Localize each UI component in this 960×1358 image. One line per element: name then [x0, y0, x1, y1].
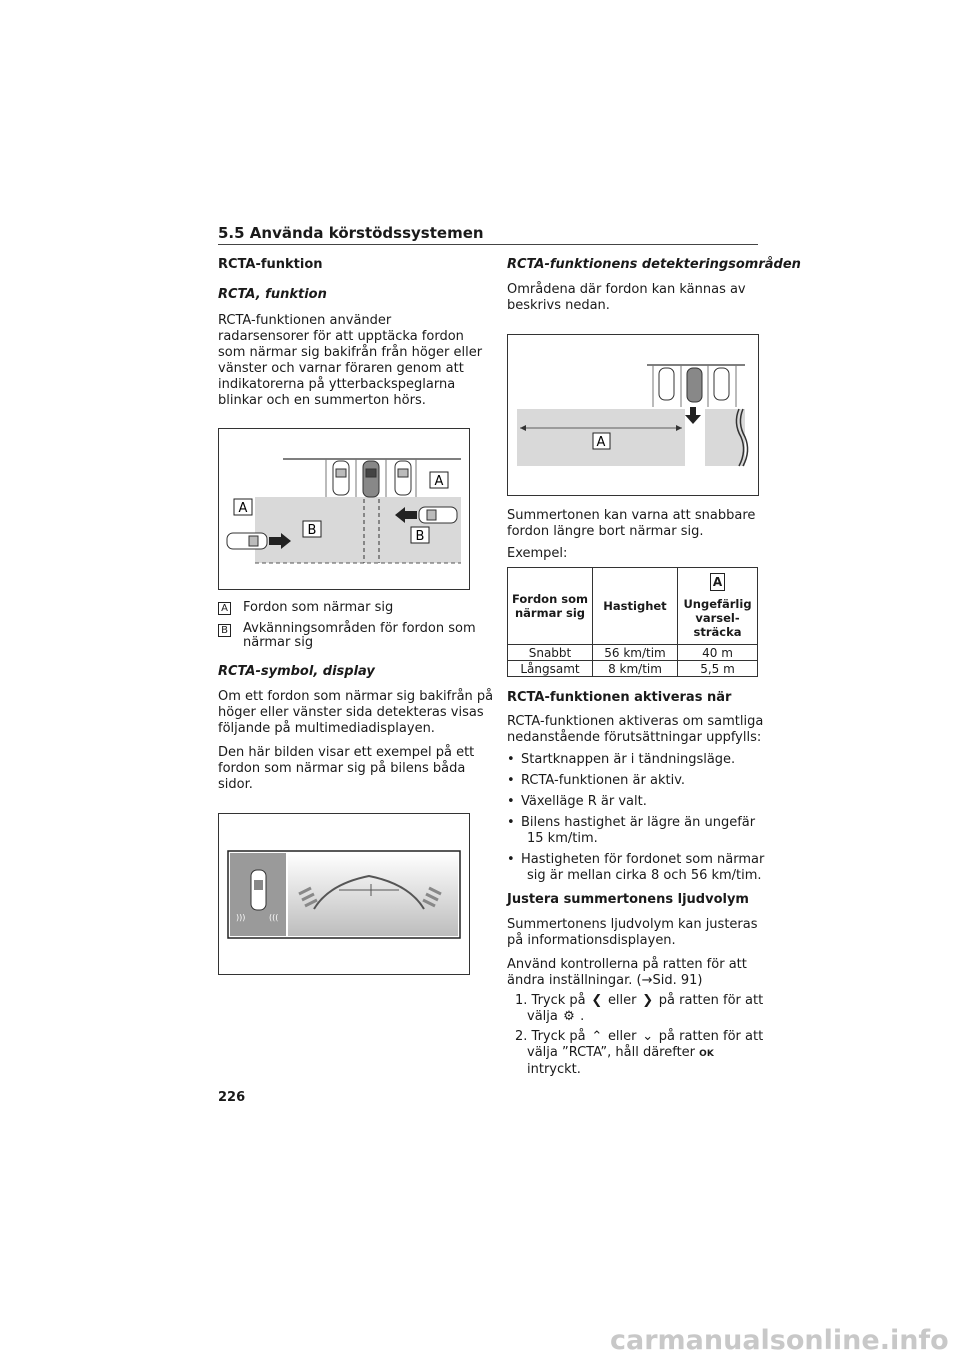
- bullet-item: • Hastigheten för fordonet som närmar sig är mellan cirka 8 och 56 km/tim.: [507, 852, 765, 883]
- parked-car-icon: [714, 368, 729, 400]
- table-cell: 5,5 m: [678, 661, 758, 677]
- legend-text: Fordon som närmar sig: [243, 600, 394, 615]
- text-line: intryckt.: [527, 1062, 581, 1077]
- legend-item-b: [218, 621, 476, 650]
- paragraph-buzzer: [507, 508, 755, 540]
- example-label: Exempel:: [507, 546, 568, 561]
- bullet-item: • Startknappen är i tändningsläge.: [507, 752, 736, 767]
- label-a-right: [430, 472, 448, 489]
- table-header-vehicle: Fordon som närmar sig: [508, 568, 593, 645]
- legend-text: Avkänningsområden för fordon som: [243, 621, 476, 636]
- intro-line: radarsensorer för att upptäcka fordon: [218, 329, 464, 344]
- bullet-item: • RCTA-funktionen är aktiv.: [507, 773, 686, 788]
- parked-car-icon: [395, 461, 411, 495]
- parked-car-icon: [659, 368, 674, 400]
- page-number: 226: [218, 1090, 246, 1105]
- paragraph-controls: [507, 957, 747, 989]
- table-cell: 8 km/tim: [593, 661, 678, 677]
- intro-paragraph: [218, 313, 482, 409]
- table-header-speed: Hastighet: [593, 568, 678, 645]
- arrow-down-icon: [685, 407, 701, 424]
- chevron-right-icon: ❯: [642, 993, 654, 1008]
- label-b-right: [411, 527, 429, 544]
- approaching-car-icon: [227, 533, 267, 549]
- chevron-down-icon: ⌄: [642, 1029, 654, 1044]
- heading-rcta-function: RCTA-funktion: [218, 257, 323, 272]
- sound-wave-right-icon: (((: [269, 913, 279, 922]
- intro-line: vänster och varnar föraren genom att: [218, 361, 464, 376]
- svg-text:B: B: [415, 529, 425, 544]
- text-line: Om ett fordon som närmar sig bakifrån på: [218, 689, 494, 704]
- table-row: [508, 645, 758, 661]
- text-line: ändra inställningar. (→Sid. 91): [507, 973, 703, 988]
- text-line: Områdena där fordon kan kännas av: [507, 282, 746, 297]
- approaching-car-icon: [419, 507, 457, 523]
- legend-item-a: [218, 600, 394, 616]
- table-cell: 40 m: [678, 645, 758, 661]
- gear-icon: ⚙: [563, 1009, 575, 1024]
- bullet-item: • Växelläge R är valt.: [507, 794, 647, 809]
- intro-line: indikatorerna på ytterbackspeglarna: [218, 377, 456, 392]
- text-line: Den här bilden visar ett exempel på ett: [218, 745, 475, 760]
- svg-text:B: B: [307, 523, 317, 538]
- paragraph-example: [218, 745, 474, 793]
- text-line: höger eller vänster sida detekteras visas: [218, 705, 484, 720]
- label-a: [593, 433, 610, 450]
- speed-table: [507, 567, 758, 677]
- step-1: 1. Tryck på ❮ eller ❯ på ratten för att välja ⚙ .: [515, 993, 764, 1024]
- svg-text:A: A: [434, 474, 444, 489]
- paragraph-display: [218, 689, 493, 737]
- paragraph-volume: [507, 917, 758, 949]
- section-rule: [218, 244, 758, 245]
- heading-activation: RCTA-funktionen aktiveras när: [507, 690, 732, 705]
- parked-car-icon: [363, 461, 379, 497]
- legend-key: A: [218, 602, 231, 615]
- svg-text:A: A: [596, 435, 606, 450]
- text-line: RCTA-funktionen aktiveras om samtliga: [507, 714, 764, 729]
- ok-button-icon: OK: [699, 1049, 714, 1059]
- label-a: A: [710, 573, 725, 591]
- text-line: fordon längre bort närmar sig.: [507, 524, 704, 539]
- text-line: Summertonen kan varna att snabbare: [507, 508, 756, 523]
- figure-multimedia-display: [218, 813, 470, 975]
- parked-car-icon: [333, 461, 349, 495]
- svg-text:A: A: [238, 501, 248, 516]
- bullet-item: • Bilens hastighet är lägre än ungefär 15 km/tim.: [507, 815, 756, 846]
- table-header-row: [508, 568, 758, 645]
- subheading-rcta-symbol: RCTA-symbol, display: [218, 664, 375, 679]
- label-b-left: [303, 521, 321, 538]
- table-header-distance: A Ungefärlig varsel- sträcka: [678, 568, 758, 645]
- intro-line: som närmar sig bakifrån från höger eller: [218, 345, 483, 360]
- legend-text: närmar sig: [243, 635, 314, 650]
- text-line: på informationsdisplayen.: [507, 933, 676, 948]
- range-diagram: [508, 335, 758, 495]
- paragraph-areas: [507, 282, 746, 314]
- sound-wave-left-icon: ))): [236, 913, 246, 922]
- parking-diagram: [219, 429, 469, 589]
- section-title: 5.5 Använda körstödssystemen: [218, 224, 484, 242]
- table-row: [508, 661, 758, 677]
- table-cell: Långsamt: [508, 661, 593, 677]
- car-top-icon: [251, 870, 266, 910]
- intro-line: RCTA-funktionen använder: [218, 313, 392, 328]
- text-line: Summertonens ljudvolym kan justeras: [507, 917, 758, 932]
- figure-detection-range: [507, 334, 759, 496]
- parked-car-icon: [687, 368, 702, 402]
- heading-volume: Justera summertonens ljudvolym: [507, 892, 749, 907]
- legend-key: B: [218, 624, 231, 637]
- text-line: följande på multimediadisplayen.: [218, 721, 435, 736]
- intro-line: blinkar och en summerton hörs.: [218, 393, 426, 408]
- text-line: Använd kontrollerna på ratten för att: [507, 957, 747, 972]
- watermark: carmanualsonline.info: [610, 1325, 949, 1356]
- text-line: fordon som närmar sig på bilens båda: [218, 761, 466, 776]
- subheading-rcta-function: RCTA, funktion: [218, 287, 327, 302]
- chevron-up-icon: ⌃: [591, 1029, 603, 1044]
- figure-parking-detection: [218, 428, 470, 590]
- heading-detection-areas: RCTA-funktionens detekteringsområden: [507, 257, 801, 272]
- label-a-left: [234, 499, 252, 516]
- chevron-left-icon: ❮: [591, 993, 603, 1008]
- range-zone-right: [705, 409, 745, 466]
- table-cell: 56 km/tim: [593, 645, 678, 661]
- display-diagram: [219, 814, 469, 974]
- text-line: beskrivs nedan.: [507, 298, 610, 313]
- text-line: nedanstående förutsättningar uppfylls:: [507, 730, 762, 745]
- table-cell: Snabbt: [508, 645, 593, 661]
- step-2: 2. Tryck på ⌃ eller ⌄ på ratten för att välja ”RCTA”, håll därefter OK intryckt.: [515, 1029, 764, 1077]
- text-line: sidor.: [218, 777, 253, 792]
- paragraph-activation: [507, 714, 763, 746]
